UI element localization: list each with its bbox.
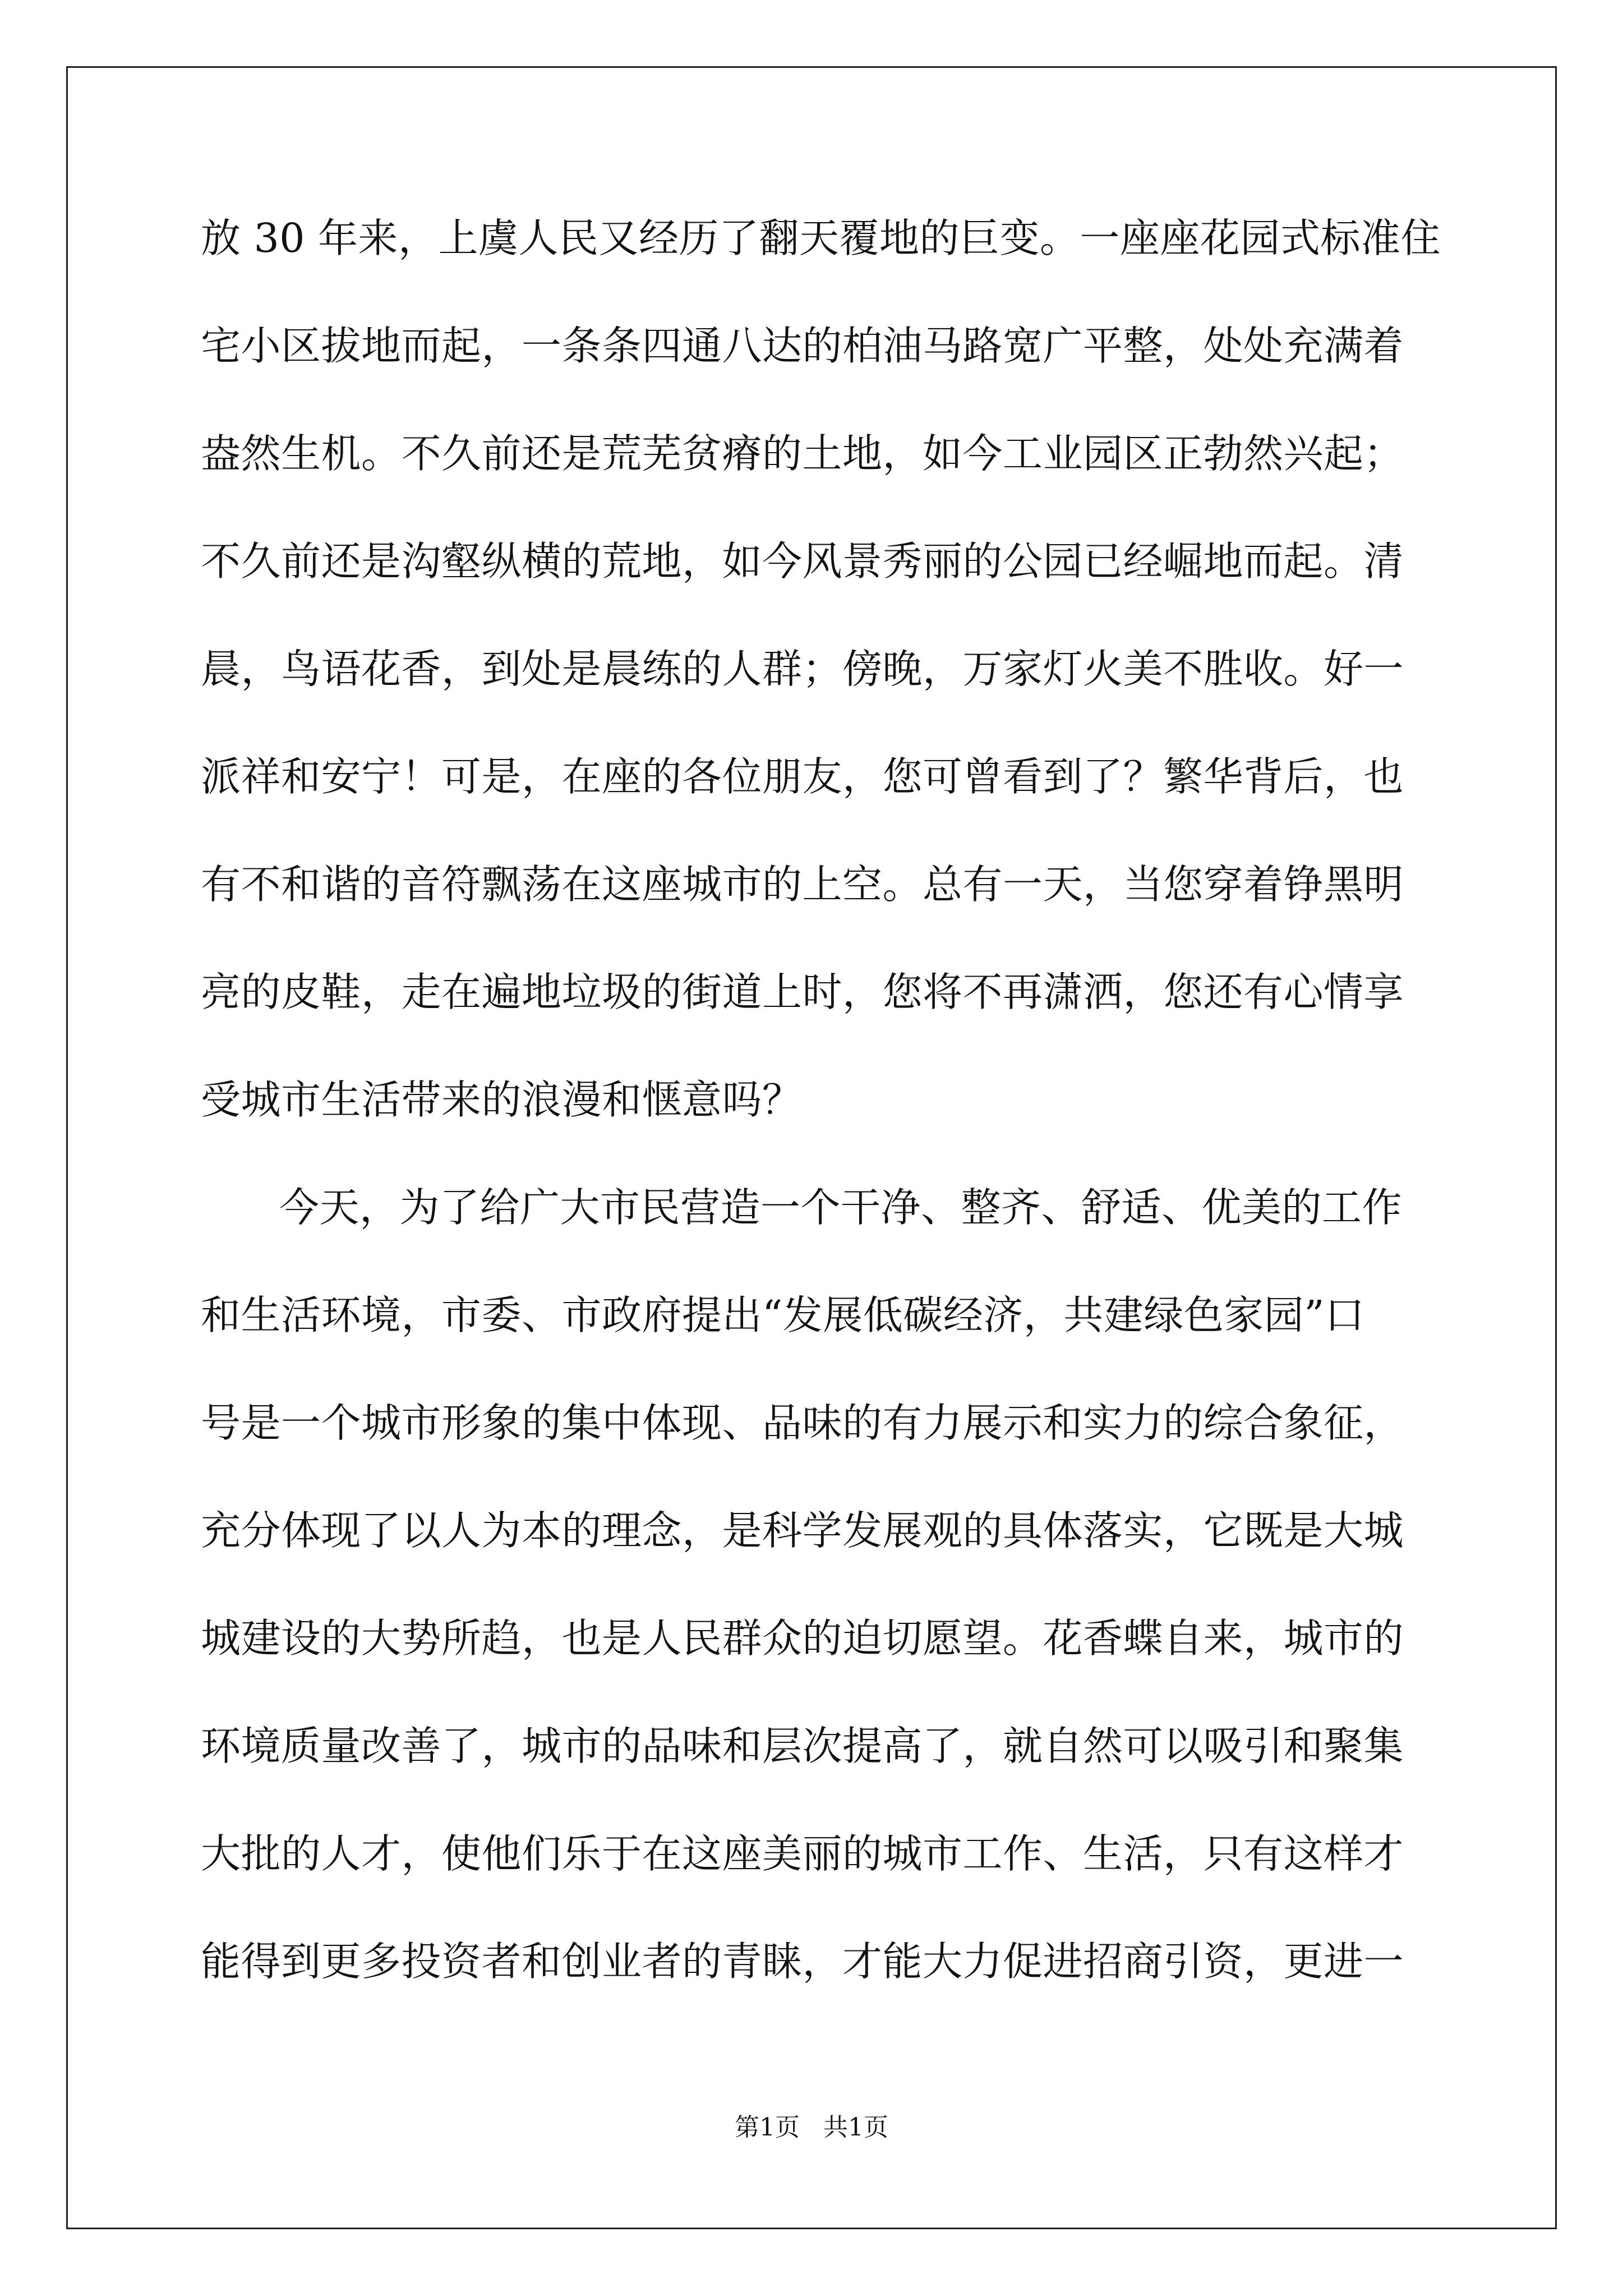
text-line: 晨，鸟语花香，到处是晨练的人群；傍晚，万家灯火美不胜收。好一 bbox=[201, 646, 1404, 692]
text-line: 放 30 年来，上虞人民又经历了翻天覆地的巨变。一座座花园式标准住 bbox=[201, 215, 1441, 261]
text-line: 宅小区拔地而起，一条条四通八达的柏油马路宽广平整，处处充满着 bbox=[201, 323, 1404, 369]
text-line: 环境质量改善了，城市的品味和层次提高了，就自然可以吸引和聚集 bbox=[201, 1723, 1404, 1769]
text-line: 派祥和安宁！可是，在座的各位朋友，您可曾看到了？繁华背后，也 bbox=[201, 753, 1404, 800]
body-text bbox=[201, 213, 1441, 2044]
text-line: 有不和谐的音符飘荡在这座城市的上空。总有一天，当您穿着铮黑明 bbox=[201, 861, 1404, 908]
text-line: 大批的人才，使他们乐于在这座美丽的城市工作、生活，只有这样才 bbox=[201, 1830, 1404, 1877]
text-line: 盎然生机。不久前还是荒芜贫瘠的土地，如今工业园区正勃然兴起； bbox=[201, 430, 1404, 477]
text-line: 能得到更多投资者和创业者的青睐，才能大力促进招商引资，更进一 bbox=[201, 1938, 1404, 1985]
text-line: 不久前还是沟壑纵横的荒地，如今风景秀丽的公园已经崛地而起。清 bbox=[201, 538, 1404, 585]
page-number: 第1页 共1页 bbox=[735, 2113, 888, 2142]
text-line: 受城市生活带来的浪漫和惬意吗？ bbox=[201, 1076, 803, 1123]
paragraph-start-line: 今天，为了给广大市民营造一个干净、整齐、舒适、优美的工作 bbox=[279, 1184, 1403, 1231]
text-line: 充分体现了以人为本的理念，是科学发展观的具体落实，它既是大城 bbox=[201, 1507, 1404, 1554]
text-line: 和生活环境，市委、市政府提出“发展低碳经济，共建绿色家园”口 bbox=[201, 1292, 1365, 1338]
text-line: 亮的皮鞋，走在遍地垃圾的街道上时，您将不再潇洒，您还有心情享 bbox=[201, 969, 1404, 1015]
text-line: 号是一个城市形象的集中体现、品味的有力展示和实力的综合象征， bbox=[201, 1400, 1404, 1446]
text-line: 城建设的大势所趋，也是人民群众的迫切愿望。花香蝶自来，城市的 bbox=[201, 1615, 1404, 1662]
